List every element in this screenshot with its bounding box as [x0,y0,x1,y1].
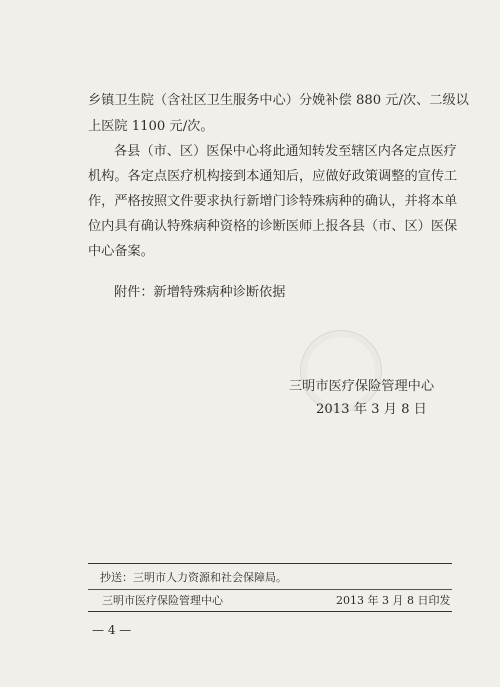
body-line: 上医院 1100 元/次。 [88,119,214,134]
issue-date: 2013 年 3 月 8 日印发 [336,594,451,607]
footer-top-rule [88,563,452,564]
body-line: 作，严格按照文件要求执行新增门诊特殊病种的确认，并将本单 [88,194,458,209]
body-line: 中心备案。 [88,244,154,259]
signature-org: 三明市医疗保险管理中心 [289,379,435,394]
issuer-name: 三明市医疗保险管理中心 [102,594,223,607]
body-line: 乡镇卫生院（含社区卫生服务中心）分娩补偿 880 元/次、二级以 [88,93,469,108]
signature-date: 2013 年 3 月 8 日 [316,402,427,417]
official-seal [300,330,382,412]
footer-mid-rule [88,589,452,590]
attachment-line: 附件：新增特殊病种诊断依据 [114,285,286,300]
cc-line: 抄送：三明市人力资源和社会保障局。 [100,571,287,584]
body-line: 各县（市、区）医保中心将此通知转发至辖区内各定点医疗 [114,144,457,159]
footer-bottom-rule [88,611,452,612]
body-line: 机构。各定点医疗机构接到本通知后，应做好政策调整的宣传工 [88,169,458,184]
body-line: 位内具有确认特殊病种资格的诊断医师上报各县（市、区）医保 [88,219,458,234]
page-number: — 4 — [92,623,132,637]
